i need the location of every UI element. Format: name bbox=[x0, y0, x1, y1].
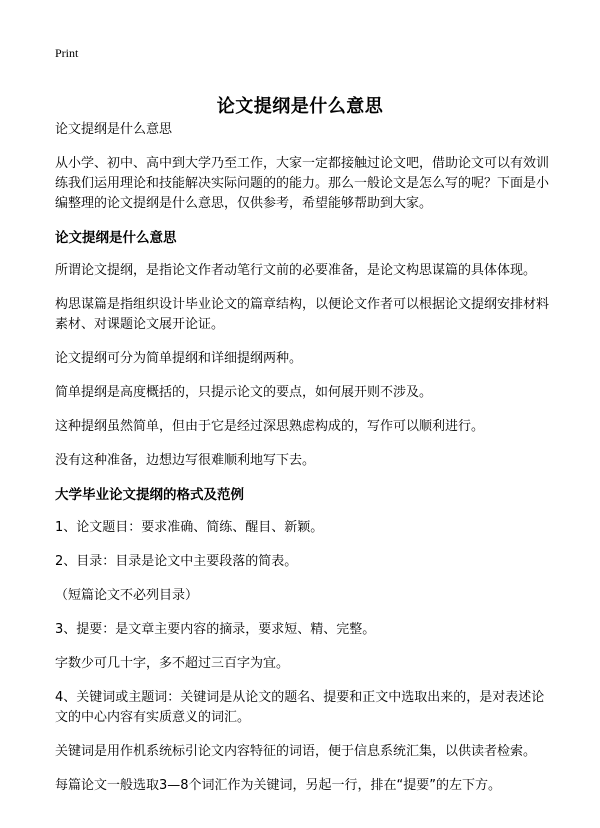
paragraph: 构思谋篇是指组织设计毕业论文的篇章结构，以便论文作者可以根据论文提纲安排材料素材、对课题论文展开论证。 bbox=[55, 297, 550, 332]
section-heading-meaning: 论文提纲是什么意思 bbox=[55, 230, 177, 246]
paragraph: 所谓论文提纲，是指论文作者动笔行文前的必要准备，是论文构思谋篇的具体体现。 bbox=[55, 263, 537, 278]
paragraph: 字数少可几十字，多不超过三百字为宜。 bbox=[55, 656, 290, 671]
list-item: 1、论文题目：要求准确、简练、醒目、新颖。 bbox=[55, 520, 324, 535]
paragraph: 每篇论文一般选取3—8个词汇作为关键词，另起一行，排在“提要”的左下方。 bbox=[55, 778, 502, 793]
paragraph: 简单提纲是高度概括的，只提示论文的要点，如何展开则不涉及。 bbox=[55, 385, 433, 400]
paragraph: 关键词是用作机系统标引论文内容特征的词语，便于信息系统汇集，以供读者检索。 bbox=[55, 744, 537, 759]
section-heading-format: 大学毕业论文提纲的格式及范例 bbox=[55, 487, 244, 503]
note: （短篇论文不必列目录） bbox=[55, 588, 199, 603]
print-link[interactable]: Print bbox=[55, 46, 79, 60]
list-item: 2、目录：目录是论文中主要段落的简表。 bbox=[55, 554, 298, 569]
paragraph: 没有这种准备，边想边写很难顺利地写下去。 bbox=[55, 453, 316, 468]
list-item: 3、提要：是文章主要内容的摘录，要求短、精、完整。 bbox=[55, 622, 376, 637]
list-item: 4、关键词或主题词：关键词是从论文的题名、提要和正文中选取出来的，是对表述论文的中心内容有实质意义的词汇。 bbox=[55, 690, 545, 725]
intro-title-line: 论文提纲是什么意思 bbox=[55, 122, 173, 137]
document-body bbox=[55, 120, 551, 810]
paragraph: 论文提纲可分为简单提纲和详细提纲两种。 bbox=[55, 351, 303, 366]
document-title: 论文提纲是什么意思 bbox=[216, 96, 384, 118]
paragraph: 这种提纲虽然简单，但由于它是经过深思熟虑构成的，写作可以顺利进行。 bbox=[55, 419, 485, 434]
intro-paragraph: 从小学、初中、高中到大学乃至工作，大家一定都接触过论文吧，借助论文可以有效训练我们运用理论和技能解决实际问题的的能力。那么一般论文是怎么写的呢？下面是小编整理的论文提纲是什么意思，仅供参考，希望能够帮助到大家。 bbox=[55, 156, 550, 211]
